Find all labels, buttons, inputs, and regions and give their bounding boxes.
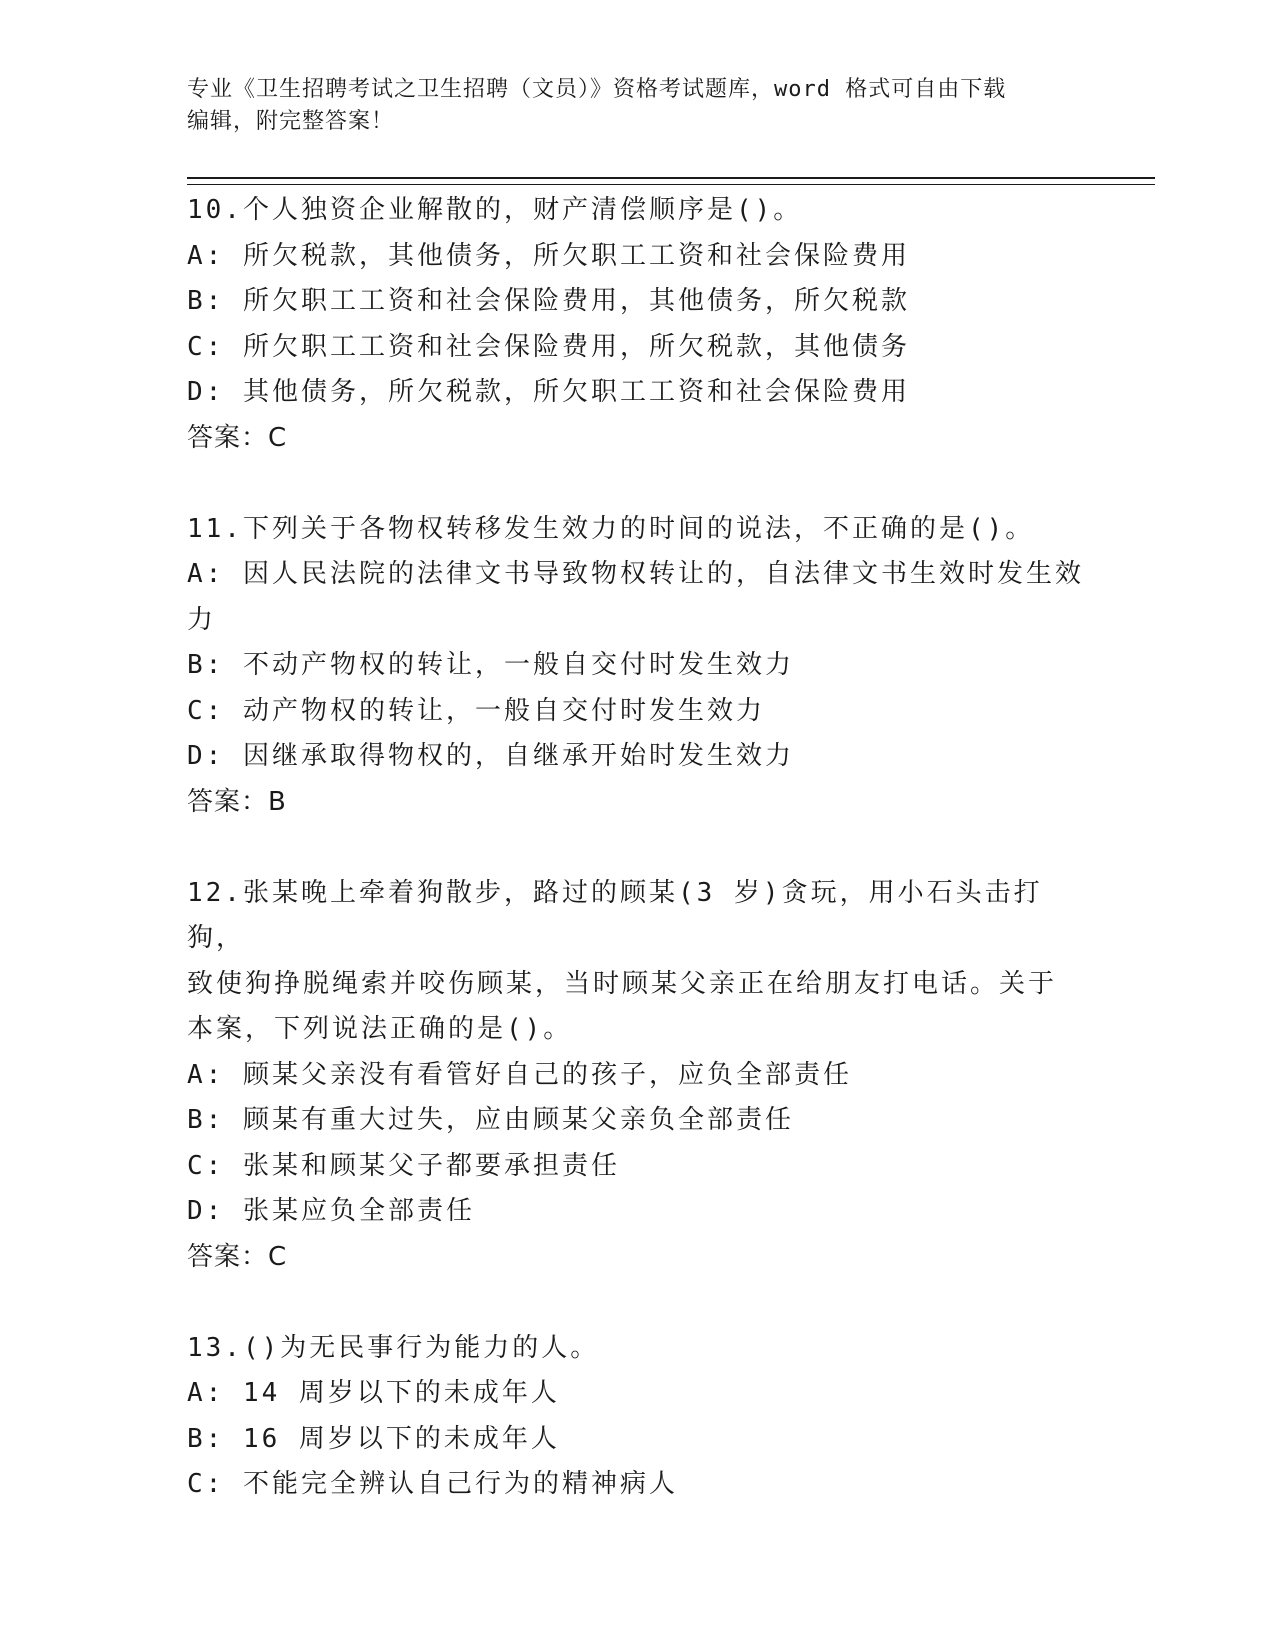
answer-option: D: 张某应负全部责任 — [187, 1196, 475, 1226]
question-stem: 致使狗挣脱绳索并咬伤顾某，当时顾某父亲正在给朋友打电话。关于 — [187, 968, 1058, 999]
answer-option: B: 16 周岁以下的未成年人 — [187, 1423, 560, 1454]
question-list — [187, 188, 1087, 1553]
answer-option: C: 不能完全辨认自己行为的精神病人 — [187, 1469, 678, 1499]
question-stem: 10.个人独资企业解散的，财产清偿顺序是()。 — [187, 195, 803, 225]
document-header — [187, 74, 1087, 138]
question-block — [187, 1326, 1087, 1508]
answer-option: A: 因人民法院的法律文书导致物权转让的，自法律文书生效时发生效 — [187, 559, 1084, 589]
answer-key: 答案：B — [187, 786, 287, 817]
question-stem: 11.下列关于各物权转移发生效力的时间的说法，不正确的是()。 — [187, 513, 1035, 544]
answer-option: C: 所欠职工工资和社会保险费用，所欠税款，其他债务 — [187, 331, 910, 362]
answer-key: 答案：C — [187, 422, 288, 453]
question-stem: 本案，下列说法正确的是()。 — [187, 1014, 573, 1044]
answer-option: B: 所欠职工工资和社会保险费用，其他债务，所欠税款 — [187, 286, 910, 316]
answer-option: 力 — [187, 604, 217, 635]
answer-option: D: 因继承取得物权的，自继承开始时发生效力 — [187, 741, 794, 771]
answer-option: A: 所欠税款，其他债务，所欠职工工资和社会保险费用 — [187, 240, 910, 271]
answer-option: A: 顾某父亲没有看管好自己的孩子，应负全部责任 — [187, 1059, 852, 1090]
header-line-1: 专业《卫生招聘考试之卫生招聘（文员）》资格考试题库，word 格式可自由下载 — [187, 77, 1007, 102]
answer-option: B: 顾某有重大过失，应由顾某父亲负全部责任 — [187, 1105, 794, 1135]
header-line-2: 编辑，附完整答案！ — [187, 109, 395, 134]
question-block — [187, 188, 1087, 461]
answer-option: B: 不动产物权的转让，一般自交付时发生效力 — [187, 650, 794, 680]
question-block — [187, 507, 1087, 826]
header-divider-thick — [187, 177, 1155, 179]
answer-key: 答案：C — [187, 1241, 288, 1272]
answer-option: A: 14 周岁以下的未成年人 — [187, 1378, 560, 1408]
question-stem: 12.张某晚上牵着狗散步，路过的顾某(3 岁)贪玩，用小石头击打狗， — [187, 877, 1043, 953]
answer-option: D: 其他债务，所欠税款，所欠职工工资和社会保险费用 — [187, 377, 910, 407]
header-divider-thin — [187, 184, 1155, 185]
question-stem: 13.()为无民事行为能力的人。 — [187, 1332, 600, 1363]
answer-option: C: 张某和顾某父子都要承担责任 — [187, 1150, 620, 1181]
question-block — [187, 871, 1087, 1281]
answer-option: C: 动产物权的转让，一般自交付时发生效力 — [187, 695, 765, 726]
